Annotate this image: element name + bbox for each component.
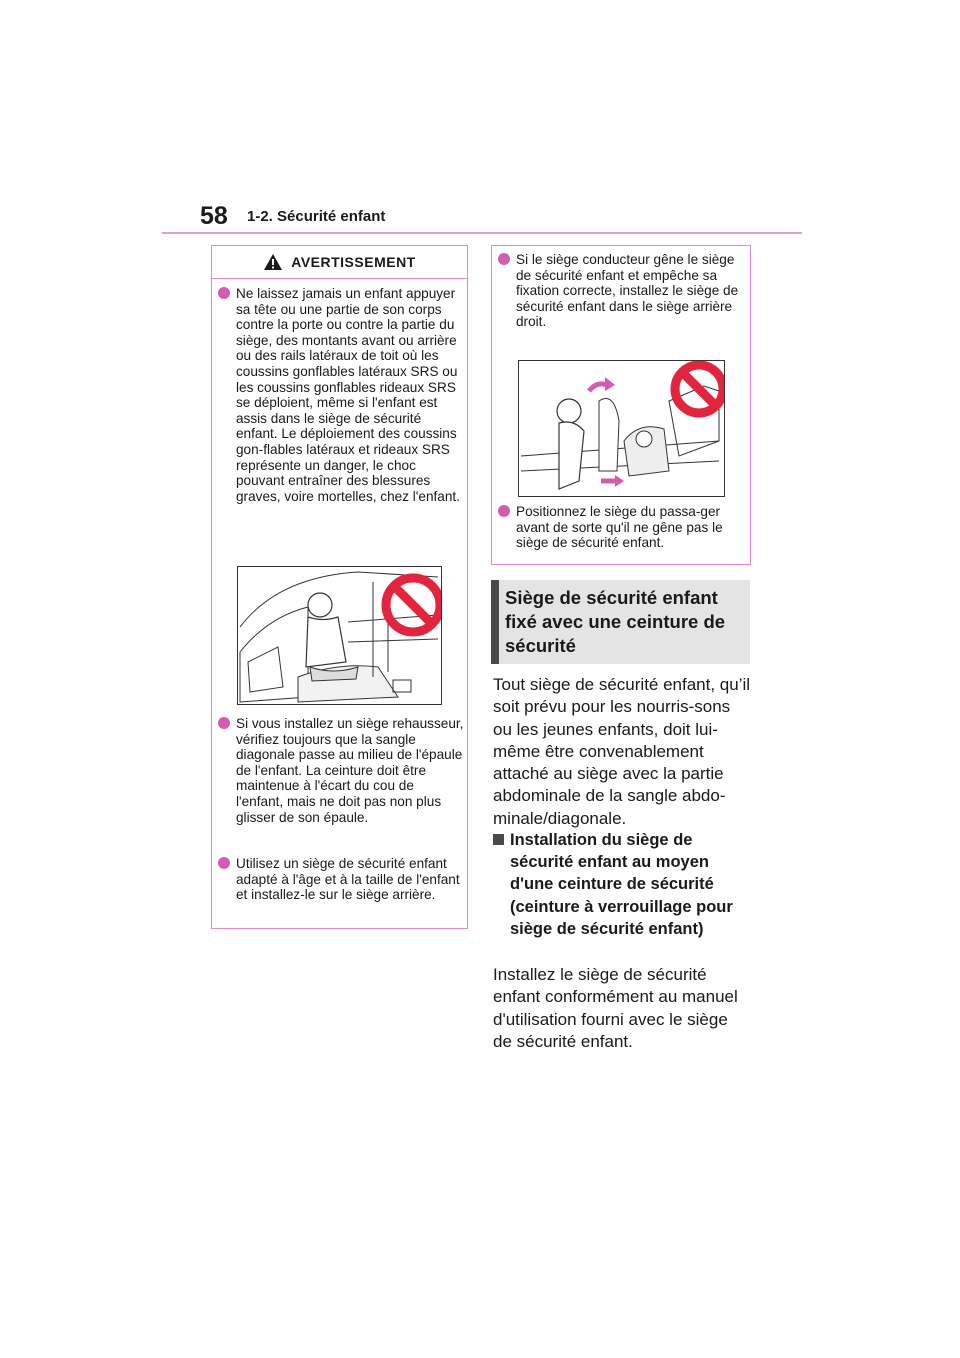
header-rule [162, 232, 802, 234]
warning-bullet-1: Ne laissez jamais un enfant appuyer sa tête ou une partie de son corps contre la porte ou contre la partie du siège, des montants avant ou arrière ou des rails latéraux de toit où les coussins gonflables latéraux SRS ou les coussins gonflables rideaux SRS se déploient, même si l'enfant est assis dans le siège de sécurité enfant. Le déploiement des coussins gon-flables latéraux et rideaux SRS représente un danger, le choc pouvant entraîner des blessures graves, voire mortelles, chez l'enfant. [218, 286, 464, 504]
warning-header [212, 246, 467, 279]
bullet-icon [218, 287, 230, 299]
driver-seat-drawing [519, 361, 724, 496]
bullet-icon [218, 857, 230, 869]
subsection-body: Installez le siège de sécurité enfant conformément au manuel d'utilisation fourni avec le siège de sécurité enfant. [493, 965, 738, 1051]
square-bullet-icon [493, 834, 504, 845]
page-number: 58 [200, 202, 228, 230]
bullet-icon [498, 253, 510, 265]
booster-seat-illustration [237, 566, 442, 705]
warning-bullet-2: Si vous installez un siège rehausseur, vérifiez toujours que la sangle diagonale passe au milieu de l'épaule de l'enfant. La ceinture doit être maintenue à l'écart du cou de l'enfant, mais ne doit pas non plus glisser de son épaule. [218, 716, 464, 825]
warning-bullet-3: Utilisez un siège de sécurité enfant adapté à l'âge et à la taille de l'enfant et installez-le sur le siège arrière. [218, 856, 464, 903]
warning-box [211, 245, 468, 929]
heading-bar [491, 580, 499, 664]
section-heading: Siège de sécurité enfant fixé avec une ceinture de sécurité [505, 587, 726, 656]
section-title: 1-2. Sécurité enfant [247, 208, 386, 225]
warning-continuation-box [491, 245, 751, 565]
arrow-icon [589, 384, 607, 391]
warning-triangle-icon [263, 253, 283, 271]
subsection-heading: Installation du siège de sécurité enfant au moyen d'une ceinture de sécurité (ceinture à verrouillage pour siège de sécurité enfant) [493, 829, 745, 940]
warning-title: AVERTISSEMENT [291, 254, 416, 270]
bullet-icon [218, 717, 230, 729]
bullet-icon [498, 505, 510, 517]
child-booster-drawing [238, 567, 441, 704]
section-heading-band [491, 580, 750, 664]
intro-paragraph: Tout siège de sécurité enfant, qu’il soit prévu pour les nourris-sons ou les jeunes enfants, doit lui-même être convenablement attaché au siège avec la partie abdominale de la sangle abdo-minale/diagonale. [493, 675, 751, 828]
continuation-bullet-1: Si le siège conducteur gêne le siège de sécurité enfant et empêche sa fixation correcte, installez le siège de sécurité enfant dans le siège arrière droit. [498, 252, 744, 330]
rear-child-seat-illustration [518, 360, 725, 497]
continuation-bullet-2: Positionnez le siège du passa-ger avant de sorte qu'il ne gêne pas le siège de sécurité enfant. [498, 504, 744, 551]
